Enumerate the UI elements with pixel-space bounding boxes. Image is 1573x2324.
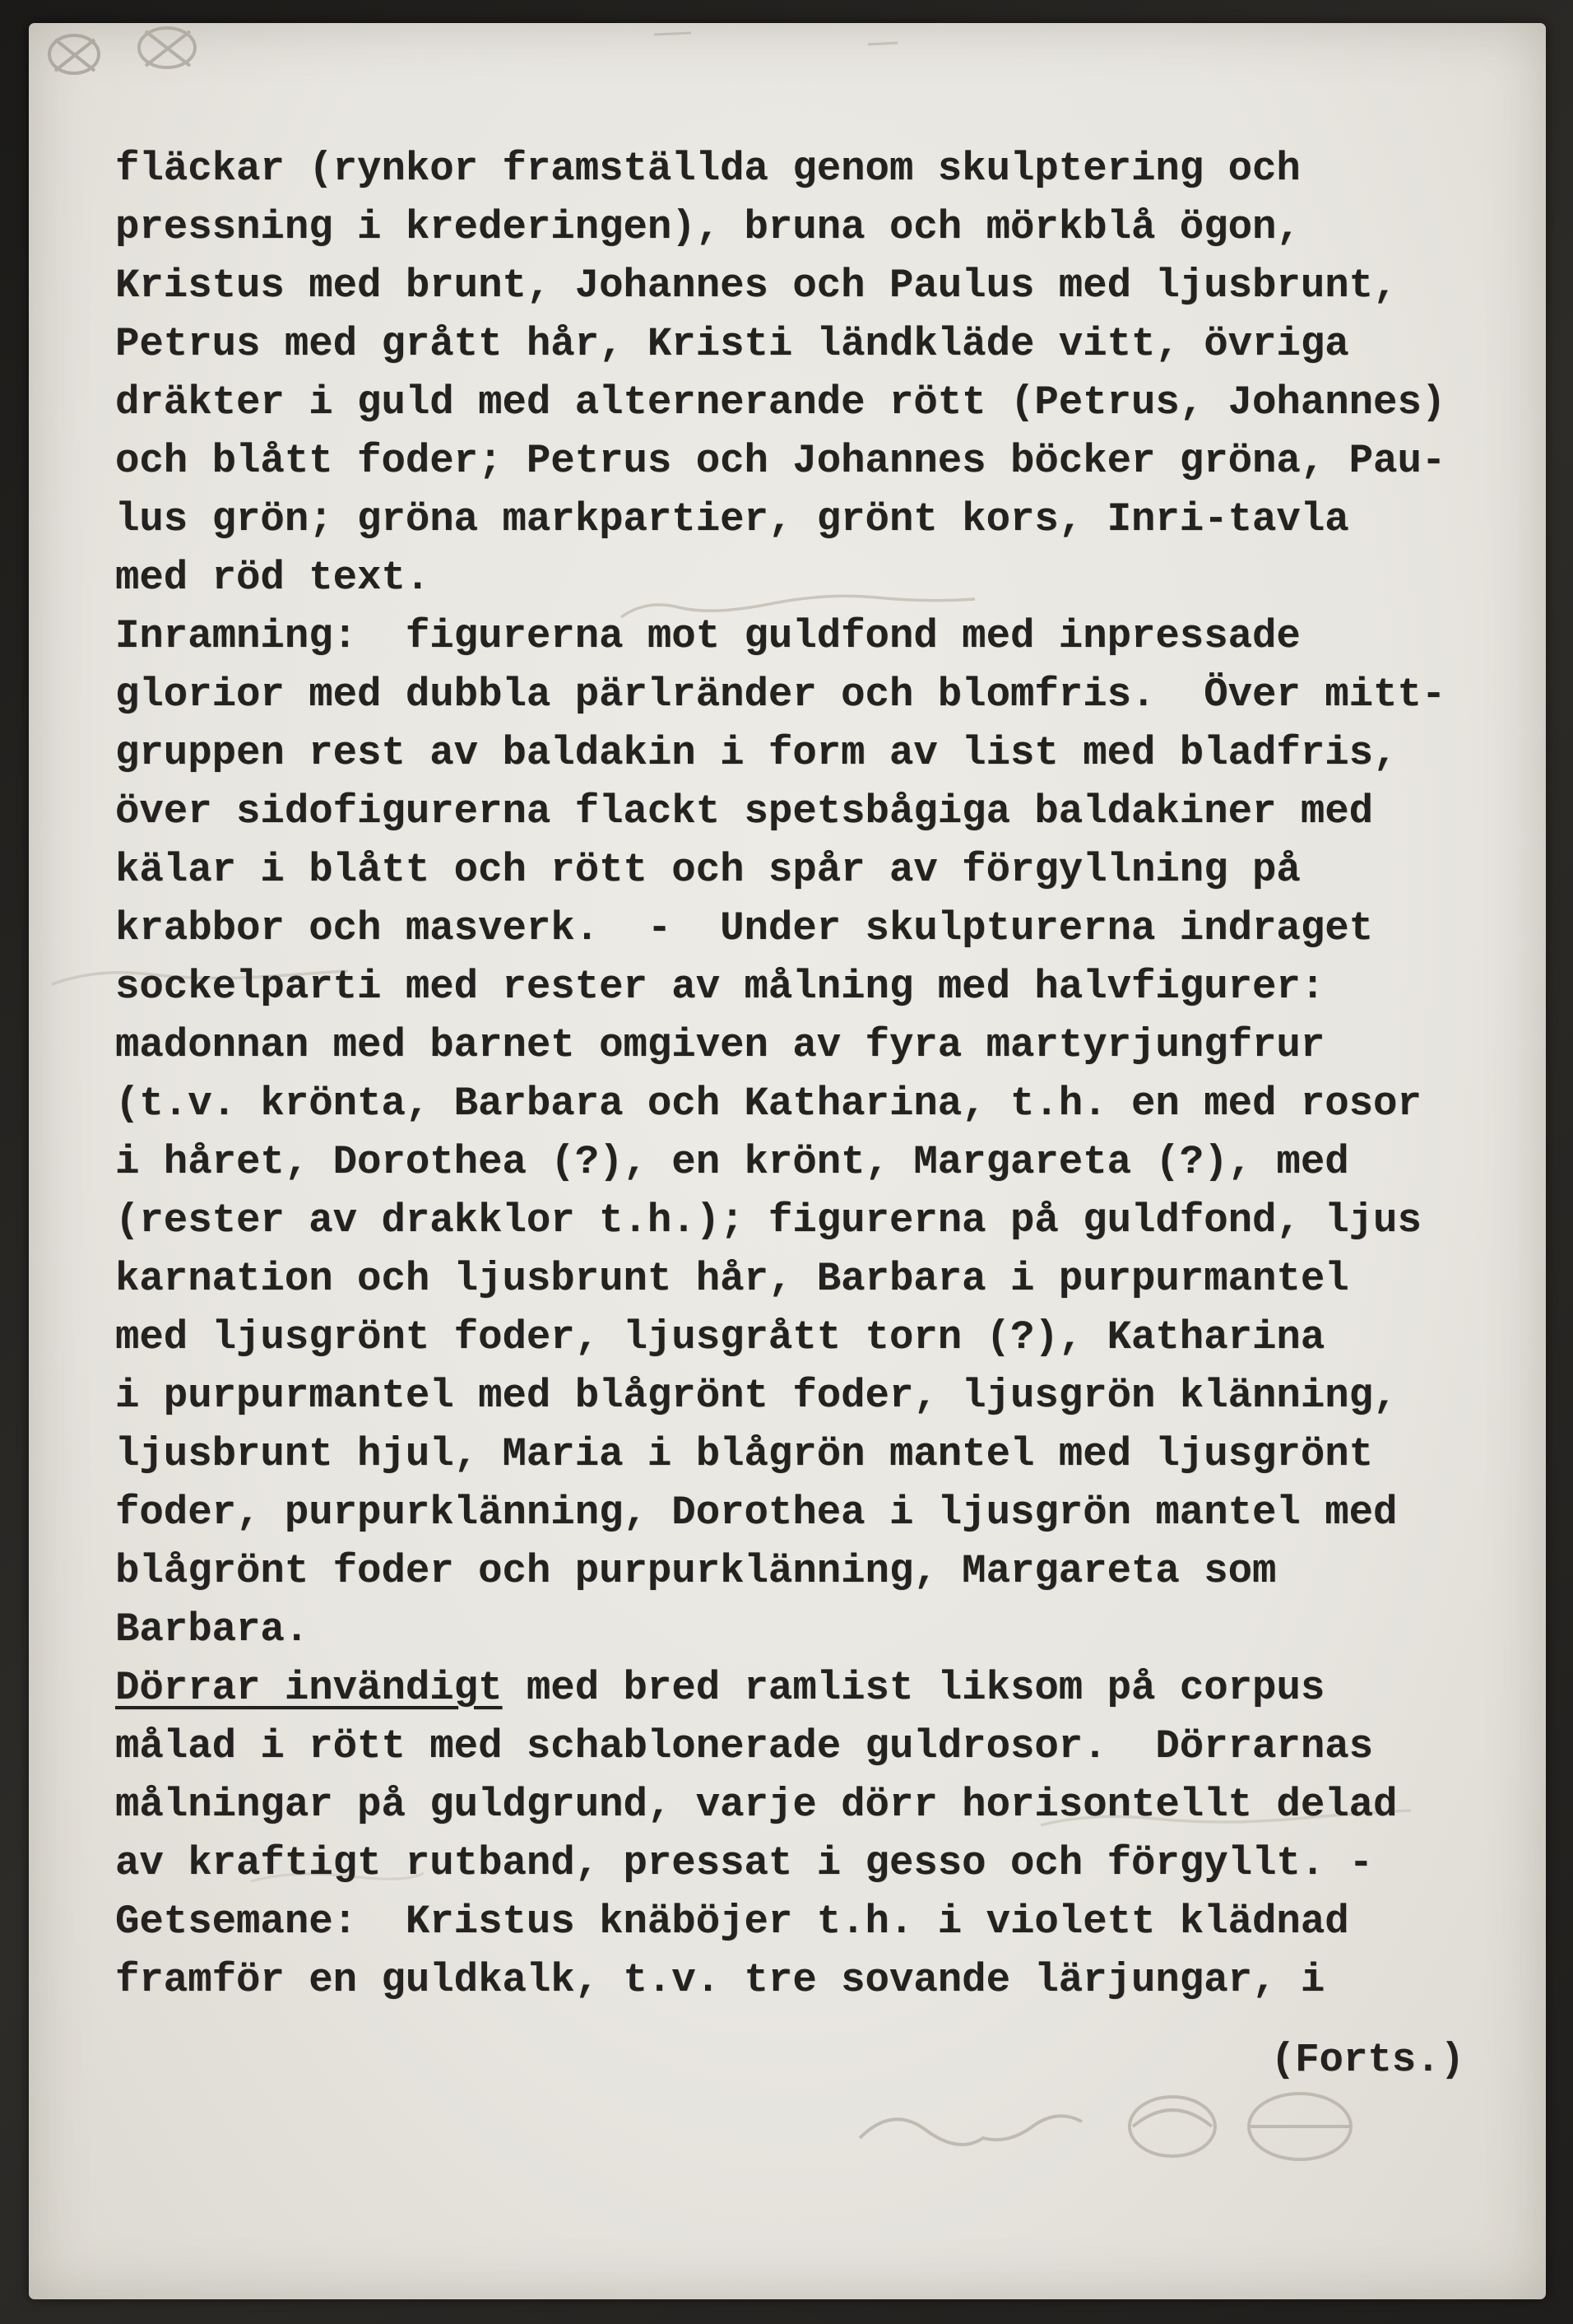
- typed-line: Petrus med grått hår, Kristi ländkläde vitt, övriga: [115, 321, 1349, 367]
- typed-line: lus grön; gröna markpartier, grönt kors, Inri-tavla: [115, 496, 1349, 542]
- typed-line: ljusbrunt hjul, Maria i blågrön mantel med ljusgrönt: [115, 1431, 1374, 1477]
- typed-line: av kraftigt rutband, pressat i gesso och förgyllt. -: [115, 1840, 1374, 1886]
- typed-line: målningar på guldgrund, varje dörr horisontellt delad: [115, 1782, 1398, 1828]
- pencil-scribble: [860, 2094, 1351, 2159]
- crossed-circle-mark-icon: [49, 35, 99, 73]
- typed-line: blågrönt foder och purpurklänning, Margareta som: [115, 1548, 1277, 1594]
- typed-line: över sidofigurerna flackt spetsbågiga baldakiner med: [115, 788, 1374, 834]
- typed-line: kälar i blått och rött och spår av förgyllning på: [115, 847, 1301, 893]
- document-page: [29, 23, 1546, 2299]
- typed-line: Barbara.: [115, 1606, 309, 1652]
- crossed-circle-mark-icon: [139, 28, 195, 67]
- underlined-heading: Dörrar invändigt: [115, 1665, 503, 1711]
- typed-line: dräkter i guld med alternerande rött (Petrus, Johannes): [115, 379, 1446, 425]
- typed-line: foder, purpurklänning, Dorothea i ljusgrön mantel med: [115, 1490, 1398, 1536]
- pencil-dash-mark: [654, 33, 898, 44]
- typed-line: i håret, Dorothea (?), en krönt, Margareta (?), med: [115, 1139, 1349, 1185]
- typed-line: med ljusgrönt foder, ljusgrått torn (?), Katharina: [115, 1314, 1325, 1360]
- typed-lines-top: [115, 140, 1481, 1659]
- typed-line: (rester av drakklor t.h.); figurerna på guldfond, ljus: [115, 1197, 1422, 1243]
- typed-line: sockelparti med rester av målning med halvfigurer:: [115, 964, 1325, 1010]
- typed-line: madonnan med barnet omgiven av fyra martyrjungfrur: [115, 1022, 1325, 1068]
- typed-line: fläckar (rynkor framställda genom skulptering och: [115, 146, 1301, 192]
- continuation-note: (Forts.): [1270, 2037, 1464, 2083]
- typed-line: glorior med dubbla pärlränder och blomfris. Över mitt-: [115, 672, 1446, 718]
- typed-line: gruppen rest av baldakin i form av list med bladfris,: [115, 730, 1398, 776]
- typed-line: och blått foder; Petrus och Johannes böcker gröna, Pau-: [115, 438, 1446, 484]
- typed-line: Inramning: figurerna mot guldfond med inpressade: [115, 613, 1301, 659]
- typed-line: målad i rött med schablonerade guldrosor. Dörrarnas: [115, 1723, 1374, 1769]
- typed-line: karnation och ljusbrunt hår, Barbara i purpurmantel: [115, 1256, 1349, 1302]
- typed-line: framför en guldkalk, t.v. tre sovande lärjungar, i: [115, 1957, 1325, 2003]
- typed-line-dorrar: [115, 1659, 1481, 1717]
- typed-line: pressning i krederingen), bruna och mörkblå ögon,: [115, 204, 1301, 250]
- typed-lines-bottom: [115, 1717, 1481, 2010]
- typed-text-block: [115, 140, 1481, 2089]
- typed-line: Getsemane: Kristus knäböjer t.h. i violett klädnad: [115, 1899, 1349, 1945]
- line-rest: med bred ramlist liksom på corpus: [502, 1665, 1325, 1711]
- typed-line: (t.v. krönta, Barbara och Katharina, t.h. en med rosor: [115, 1081, 1422, 1127]
- typed-line: i purpurmantel med blågrönt foder, ljusgrön klänning,: [115, 1373, 1398, 1419]
- typed-line: krabbor och masverk. - Under skulpturerna indraget: [115, 905, 1374, 951]
- typed-line: Kristus med brunt, Johannes och Paulus med ljusbrunt,: [115, 263, 1398, 309]
- typed-line: med röd text.: [115, 555, 430, 601]
